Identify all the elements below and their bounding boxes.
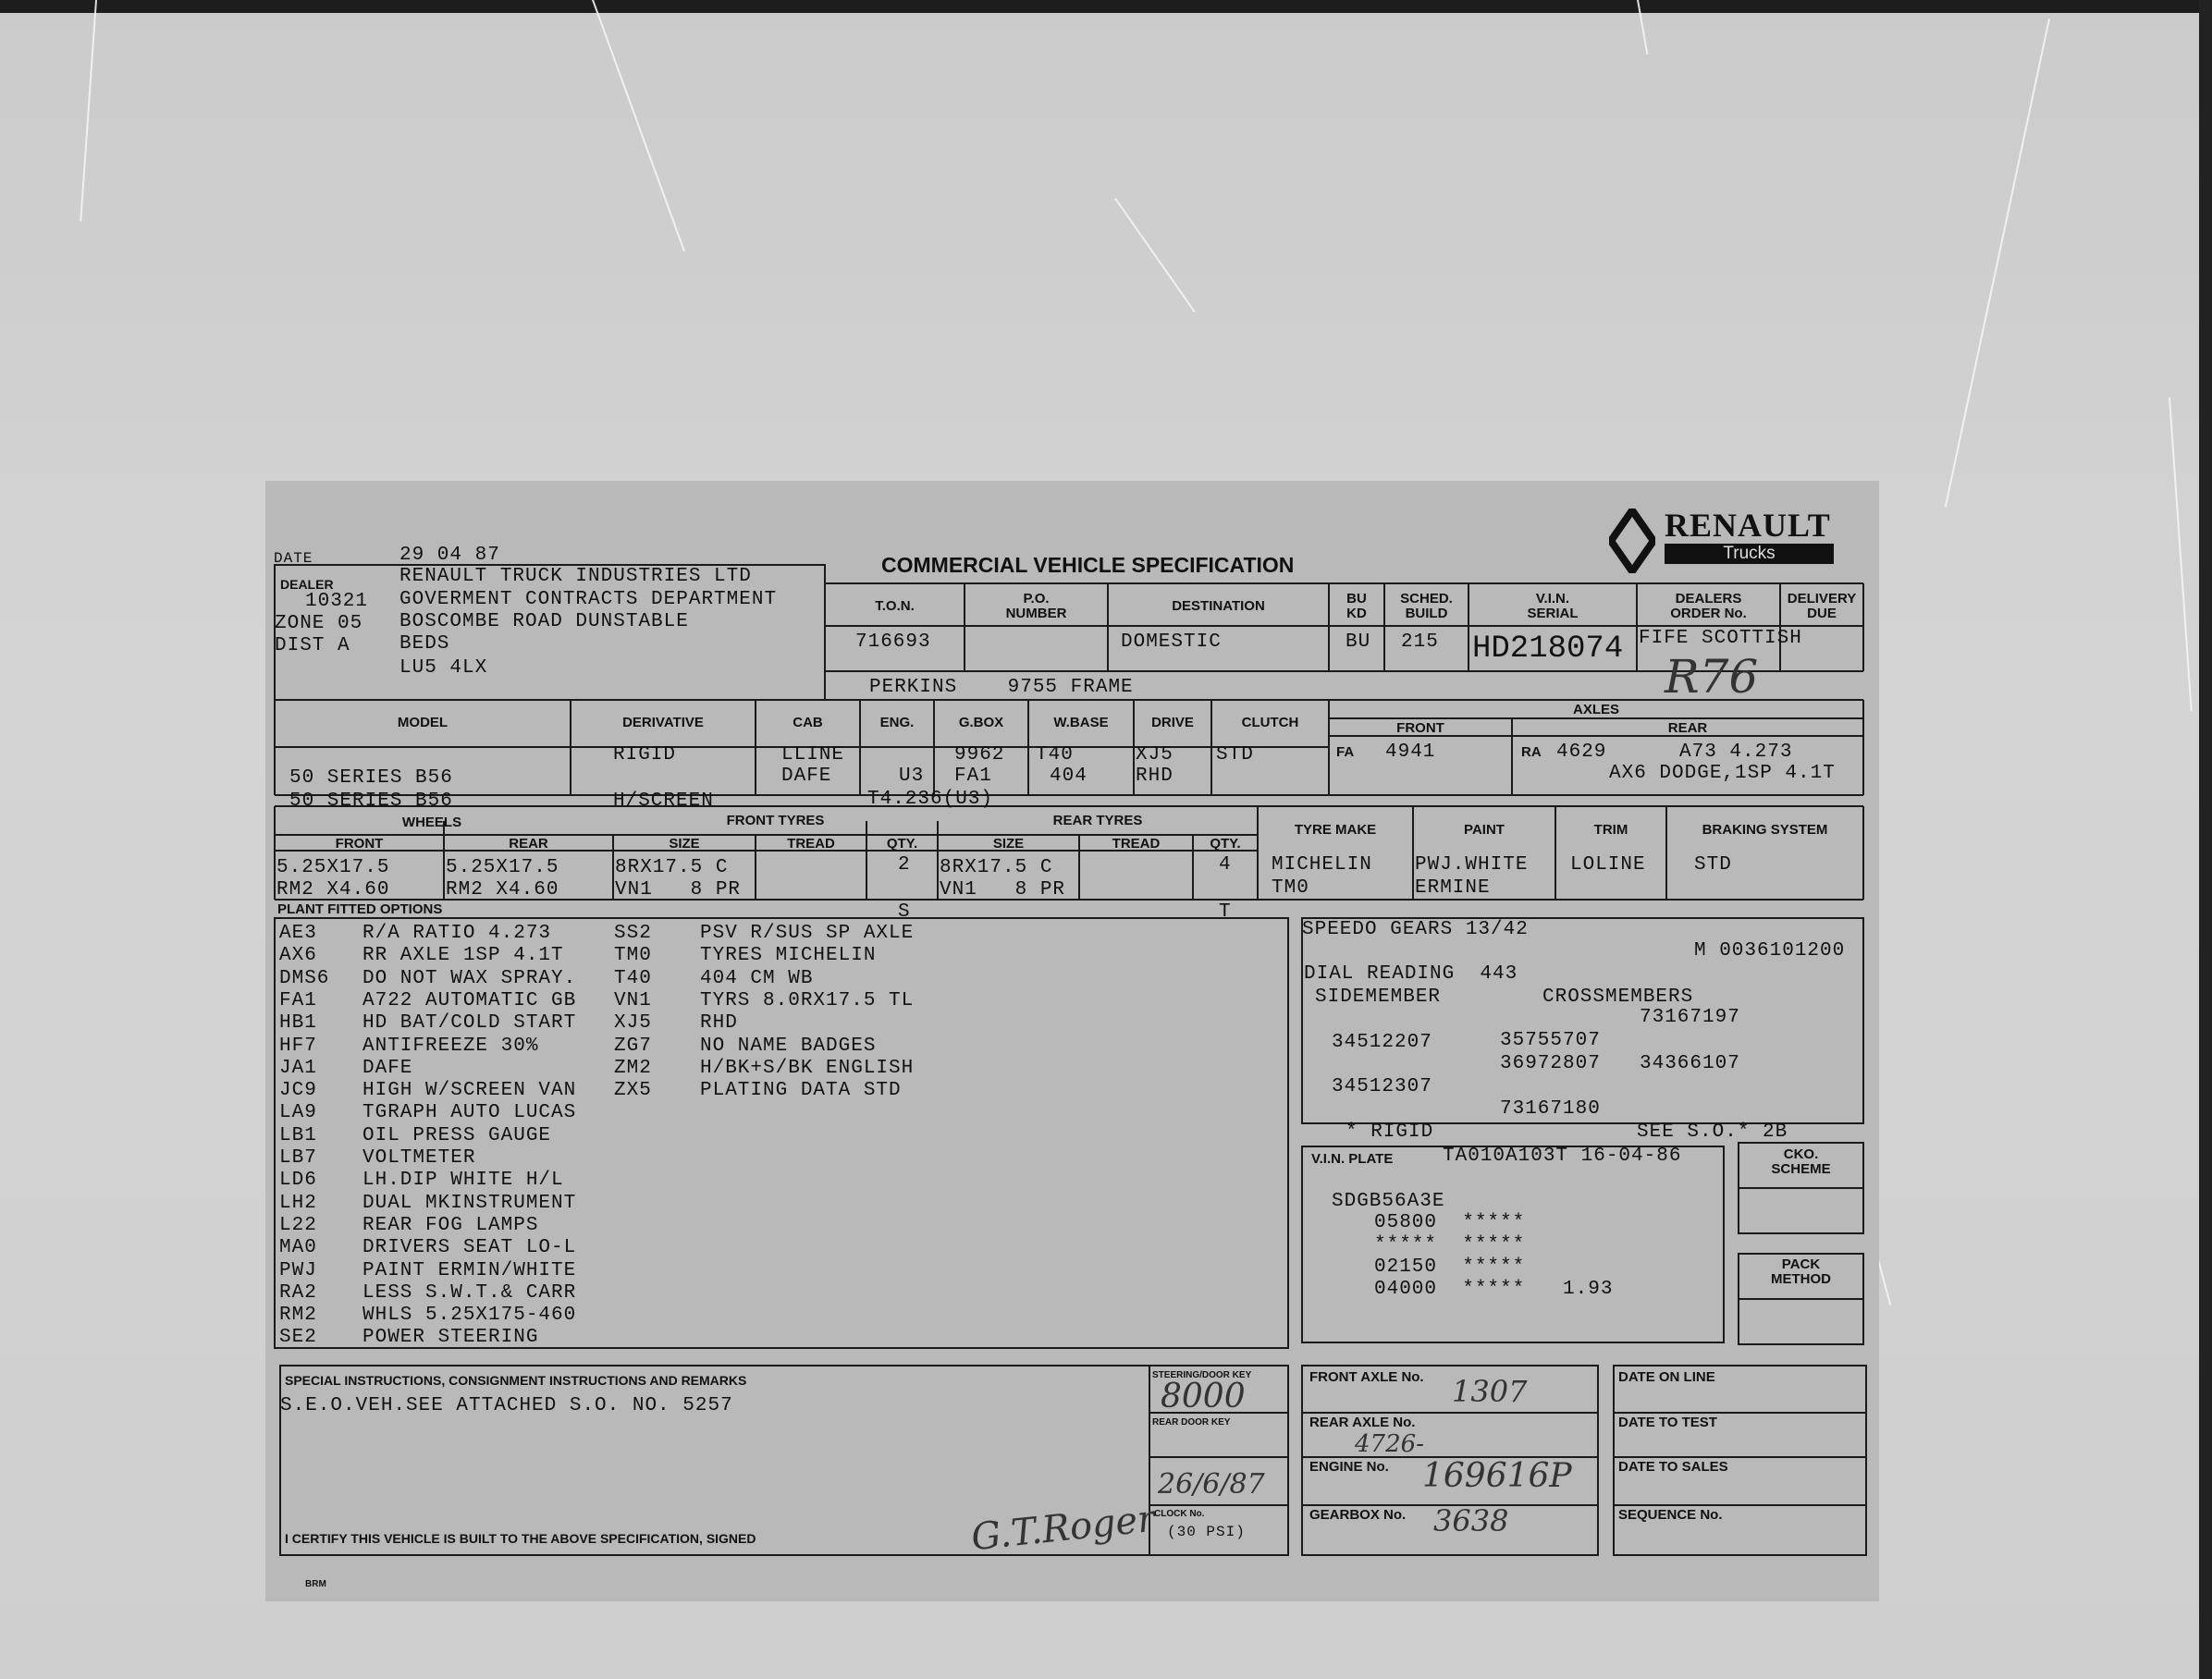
col-header-drive: DRIVE [1151,715,1194,730]
renault-diamond-icon [1609,509,1655,573]
option-description: DUAL MKINSTRUMENT [363,1192,577,1214]
option-description: R/A RATIO 4.273 [363,923,552,944]
option-description: OIL PRESS GAUGE [363,1124,552,1146]
dist-value: DIST A [275,635,350,656]
sequence-number-label: SEQUENCE No. [1618,1507,1723,1523]
dealer-code: 10321 [305,591,369,612]
option-code: TM0 [614,945,652,967]
col-header-tyre-make: TYRE MAKE [1294,822,1377,838]
option-description: RHD [700,1012,738,1035]
tyre-make-value: MICHELIN [1272,854,1372,876]
option-code: LD6 [279,1170,317,1192]
option-code: SS2 [614,923,652,944]
dealer-address-line: BEDS [399,633,450,655]
member-number: 35755707 [1500,1030,1601,1051]
bu-kd-value: BU [1346,631,1371,653]
engine-frame-line: PERKINS 9755 FRAME [869,677,1134,698]
sidemember-label: SIDEMEMBER [1315,987,1442,1008]
wheel-front-value: 5.25X17.5 [276,857,390,878]
scan-right-edge [2199,0,2212,1679]
option-code: XJ5 [614,1012,652,1035]
col-header-eng: ENG. [879,715,915,730]
wbase-value-2: 404 [1050,766,1088,787]
col-header-po-number: P.O. NUMBER [1005,591,1067,621]
wheel-rear-value-2: RM2 X4.60 [446,879,559,901]
vin-line: 04000 ***** 1.93 [1374,1279,1614,1300]
wheel-front-value-2: RM2 X4.60 [276,879,390,901]
option-description: ANTIFREEZE 30% [363,1035,539,1057]
col-header-gbox: G.BOX [958,715,1004,730]
option-code: AX6 [279,945,317,967]
col-header-braking: BRAKING SYSTEM [1702,822,1828,838]
option-code: ZX5 [614,1080,652,1102]
option-code: LH2 [279,1192,317,1214]
option-code: DMS6 [279,967,330,989]
option-description: NO NAME BADGES [700,1035,877,1057]
option-description: TYRES MICHELIN [700,945,877,967]
col-header-dealers-order: DEALERS ORDER No. [1670,591,1747,621]
col-header-axle-rear: REAR [1667,720,1708,736]
tyre-make-value-2: TM0 [1272,877,1309,899]
zone-value: ZONE 05 [275,613,363,634]
braking-value: STD [1694,854,1732,876]
member-number: 34366107 [1640,1053,1740,1074]
rear-axle-code: 4629 [1556,741,1607,763]
rear-tyre-size-2: VN1 8 PR [940,879,1066,901]
col-header-wheels-rear: REAR [509,836,548,852]
col-header-wheels-front: FRONT [335,836,384,852]
destination-value: DOMESTIC [1121,631,1222,653]
rear-tyre-qty: 4 [1219,854,1232,876]
option-code: RM2 [279,1305,317,1327]
col-header-delivery-due: DELIVERY DUE [1787,591,1857,621]
option-code: LB1 [279,1124,317,1146]
dealer-address-line: BOSCOMBE ROAD DUNSTABLE [399,611,689,632]
option-description: LESS S.W.T.& CARR [363,1281,577,1304]
col-header-axle-front: FRONT [1396,720,1444,736]
cab-value: LLINE [781,744,845,766]
rear-axle-number-value: 4726- [1355,1430,1424,1458]
option-code: AE3 [279,923,317,944]
options-title: PLANT FITTED OPTIONS [277,901,443,917]
drive-value-2: RHD [1136,766,1174,787]
option-description: REAR FOG LAMPS [363,1214,539,1236]
option-code: SE2 [279,1327,317,1349]
option-description: PSV R/SUS SP AXLE [700,923,915,944]
date-value: 29 04 87 [399,545,500,566]
model-value: 50 SERIES B56 [289,767,453,789]
cko-scheme-label: CKO. SCHEME [1771,1146,1831,1177]
date-on-line-label: DATE ON LINE [1618,1369,1715,1385]
option-description: VOLTMETER [363,1147,476,1169]
col-header-front-qty: QTY. [886,836,918,852]
option-description: HIGH W/SCREEN VAN [363,1080,577,1102]
option-code: HF7 [279,1035,317,1057]
option-description: H/BK+S/BK ENGLISH [700,1057,915,1079]
option-description: TYRS 8.0RX17.5 TL [700,989,915,1011]
col-header-cab: CAB [793,715,823,730]
see-so-note: SEE S.O.* 2B [1637,1121,1788,1143]
handwritten-date: 26/6/87 [1158,1468,1265,1501]
col-header-destination: DESTINATION [1172,598,1265,614]
paint-value-2: ERMINE [1415,877,1491,899]
speedo-gears: SPEEDO GEARS 13/42 [1302,919,1529,940]
option-description: POWER STEERING [363,1327,539,1349]
date-label: DATE [274,550,313,567]
front-axle-number-value: 1307 [1452,1374,1528,1409]
option-description: DAFE [363,1057,413,1079]
col-header-rear-qty: QTY. [1210,836,1241,852]
col-header-trim: TRIM [1593,822,1628,838]
gbox-value: 9962 [954,744,1005,766]
vin-line: 02150 ***** [1374,1256,1526,1278]
certify-text: I CERTIFY THIS VEHICLE IS BUILT TO THE ABOVE SPECIFICATION, SIGNED [285,1531,756,1546]
front-tyre-size-2: VN1 8 PR [615,879,742,901]
member-number: 73167180 [1500,1098,1601,1120]
col-header-front-tread: TREAD [787,836,835,852]
special-instructions-label: SPECIAL INSTRUCTIONS, CONSIGNMENT INSTRUCTIONS AND REMARKS [285,1373,747,1388]
rear-tyre-mark: T [1219,901,1232,923]
derivative-value: RIGID [613,744,677,766]
vin-serial-value: HD218074 [1472,631,1624,667]
option-code: ZG7 [614,1035,652,1057]
rigid-note: * RIGID [1346,1121,1434,1143]
front-tyre-qty: 2 [898,854,911,876]
ton-value: 716693 [855,631,931,653]
rear-axle-number-label: REAR AXLE No. [1309,1415,1416,1430]
paint-value: PWJ.WHITE [1415,854,1529,876]
dealers-order-value: FIFE SCOTTISH [1639,628,1802,649]
scan-top-edge [0,0,2212,13]
engine-number-value: 169616P [1422,1457,1572,1495]
dealer-address-line: GOVERMENT CONTRACTS DEPARTMENT [399,589,778,610]
crossmembers-label: CROSSMEMBERS [1542,987,1694,1008]
clock-label: CLOCK No. [1154,1509,1205,1519]
brand-name: RENAULT [1665,507,1831,544]
brand-sub: Trucks [1665,544,1834,564]
option-code: PWJ [279,1259,317,1281]
option-code: L22 [279,1214,317,1236]
option-code: VN1 [614,989,652,1011]
steering-key-value: 8000 [1161,1378,1246,1416]
option-code: LB7 [279,1147,317,1169]
option-description: LH.DIP WHITE H/L [363,1170,564,1192]
option-code: JC9 [279,1080,317,1102]
wheel-rear-value: 5.25X17.5 [446,857,559,878]
m-number: M 0036101200 [1694,940,1846,962]
col-header-clutch: CLUTCH [1241,715,1299,730]
date-to-sales-label: DATE TO SALES [1618,1459,1728,1475]
col-header-bu-kd: BU KD [1346,591,1367,621]
option-description: DO NOT WAX SPRAY. [363,967,577,989]
col-header-sched-build: SCHED. BUILD [1400,591,1453,621]
dial-reading: DIAL READING 443 [1304,963,1518,985]
option-code: MA0 [279,1237,317,1259]
small-form-mark: BRM [305,1579,326,1589]
option-code: LA9 [279,1102,317,1124]
member-number: 34512207 [1332,1032,1432,1053]
special-instructions-text: S.E.O.VEH.SEE ATTACHED S.O. NO. 5257 [280,1395,733,1416]
col-header-front-tyres: FRONT TYRES [726,813,825,828]
vin-line: 05800 ***** [1374,1212,1526,1233]
option-description: DRIVERS SEAT LO-L [363,1237,577,1259]
option-description: RR AXLE 1SP 4.1T [363,945,564,967]
vin-line: ***** ***** [1374,1234,1526,1256]
cab-value-2: DAFE [781,766,832,787]
col-header-axles: AXLES [1572,702,1619,717]
rear-axle-desc-2: AX6 DODGE,1SP 4.1T [1609,763,1836,784]
dealer-address-line: RENAULT TRUCK INDUSTRIES LTD [399,566,752,587]
option-description: A722 AUTOMATIC GB [363,989,577,1011]
member-number: 36972807 [1500,1053,1601,1074]
pack-method-label: PACK METHOD [1771,1256,1831,1287]
front-tyre-size: 8RX17.5 C [615,857,729,878]
option-description: HD BAT/COLD START [363,1012,577,1035]
gearbox-number-value: 3638 [1433,1503,1509,1538]
engine-type-value: T4.236(U3) [867,789,994,810]
drive-value: XJ5 [1136,744,1174,766]
option-description: TGRAPH AUTO LUCAS [363,1102,577,1124]
option-code: T40 [614,967,652,989]
front-tyre-mark: S [898,901,911,923]
date-to-test-label: DATE TO TEST [1618,1415,1717,1430]
clock-value: (30 PSI) [1167,1524,1246,1540]
member-number: 73167197 [1640,1007,1740,1028]
wbase-value: T40 [1036,744,1074,766]
gearbox-number-label: GEARBOX No. [1309,1507,1407,1523]
signature: G.T.Roger [969,1497,1158,1560]
brand-logo [1609,509,1836,570]
option-code: HB1 [279,1012,317,1035]
gbox-value-2: FA1 [954,766,992,787]
page-title: COMMERCIAL VEHICLE SPECIFICATION [881,553,1295,577]
rear-tyre-size: 8RX17.5 C [940,857,1053,878]
front-axle-number-label: FRONT AXLE No. [1309,1369,1424,1385]
dealer-address-line: LU5 4LX [399,657,488,679]
option-description: PLATING DATA STD [700,1080,902,1102]
col-header-derivative: DERIVATIVE [622,715,704,730]
rear-axle-desc: A73 4.273 [1679,741,1793,763]
col-header-paint: PAINT [1464,822,1505,838]
derivative-value-2: H/SCREEN [613,790,714,812]
vin-plate-label: V.I.N. PLATE [1311,1151,1394,1167]
col-header-rear-tyres: REAR TYRES [1052,813,1143,828]
ra-label: RA [1521,744,1542,760]
col-header-vin-serial: V.I.N. SERIAL [1527,591,1579,621]
fa-label: FA [1336,744,1355,760]
option-code: ZM2 [614,1057,652,1079]
engine-number-label: ENGINE No. [1309,1459,1389,1475]
steering-key-label: STEERING/DOOR KEY [1152,1370,1252,1380]
option-code: FA1 [279,989,317,1011]
front-axle-code: 4941 [1385,741,1436,763]
col-header-front-size: SIZE [669,836,700,852]
handwritten-ref: R76 [1665,650,1759,704]
option-description: 404 CM WB [700,967,814,989]
option-description: WHLS 5.25X175-460 [363,1305,577,1327]
col-header-rear-tread: TREAD [1112,836,1161,852]
col-header-ton: T.O.N. [875,598,915,614]
sched-build-value: 215 [1401,631,1439,653]
dealer-label: DEALER [280,577,334,592]
option-code: RA2 [279,1281,317,1304]
clutch-value: STD [1216,744,1254,766]
rear-door-key-label: REAR DOOR KEY [1152,1417,1231,1428]
vin-plate-value: TA010A103T 16-04-86 [1443,1146,1682,1167]
trim-value: LOLINE [1570,854,1646,876]
col-header-wbase: W.BASE [1053,715,1109,730]
model-value-2: 50 SERIES B56 [289,790,453,812]
col-header-rear-size: SIZE [992,836,1025,852]
option-description: PAINT ERMIN/WHITE [363,1259,577,1281]
option-code: JA1 [279,1057,317,1079]
col-header-model: MODEL [397,715,449,730]
eng-value: U3 [899,766,925,787]
vin-code: SDGB56A3E [1332,1191,1445,1212]
col-header-wheels: WHEELS [401,815,462,830]
member-number: 34512307 [1332,1076,1432,1097]
